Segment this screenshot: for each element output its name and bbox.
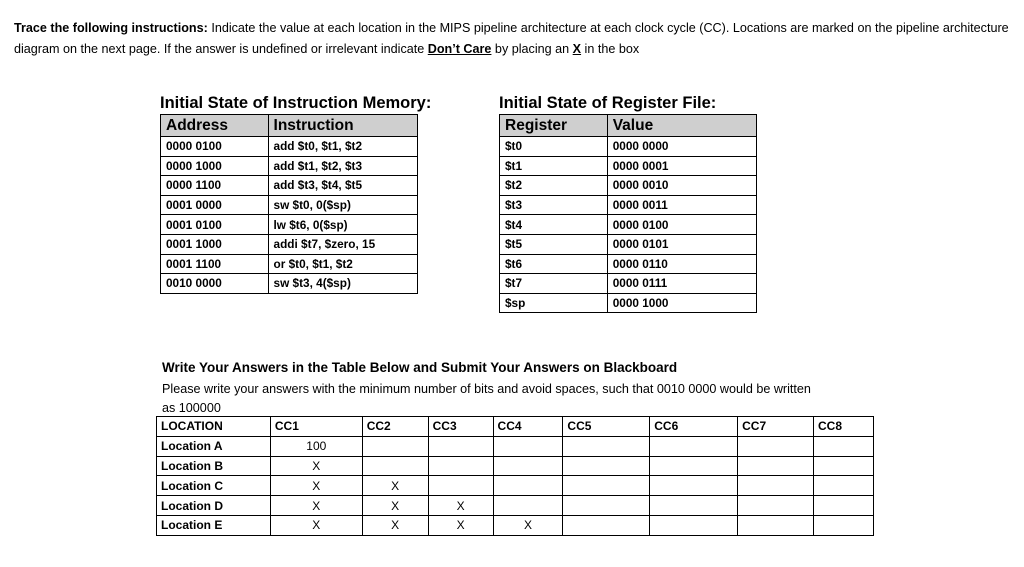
- answer-cell[interactable]: [738, 496, 814, 516]
- answers-location-label: Location B: [157, 456, 271, 476]
- answer-cell[interactable]: X: [362, 515, 428, 535]
- imem-row: [161, 195, 418, 215]
- imem-instruction: sw $t3, 4($sp): [268, 274, 417, 294]
- regf-row: [500, 254, 757, 274]
- instructions-paragraph: [14, 18, 1014, 60]
- answer-cell[interactable]: [650, 456, 738, 476]
- dont-care-label: Don’t Care: [427, 42, 492, 56]
- imem-row: [161, 137, 418, 157]
- regf-value: 0000 1000: [607, 293, 756, 313]
- imem-address: 0001 1100: [161, 254, 269, 274]
- imem-row: [161, 215, 418, 235]
- regf-register: $t6: [500, 254, 608, 274]
- imem-row: [161, 274, 418, 294]
- answers-header-cc: CC6: [650, 417, 738, 437]
- instruction-memory-table: [160, 114, 418, 294]
- answer-cell[interactable]: X: [428, 496, 493, 516]
- imem-address: 0001 1000: [161, 234, 269, 254]
- imem-instruction: or $t0, $t1, $t2: [268, 254, 417, 274]
- answers-header-cc: CC7: [738, 417, 814, 437]
- answer-cell[interactable]: X: [428, 515, 493, 535]
- answers-heading: Write Your Answers in the Table Below and Submit Your Answers on Blackboard: [162, 360, 678, 375]
- regf-value: 0000 0010: [607, 176, 756, 196]
- answer-cell[interactable]: [428, 476, 493, 496]
- answer-cell[interactable]: [738, 456, 814, 476]
- regf-register: $t3: [500, 195, 608, 215]
- imem-row: [161, 156, 418, 176]
- instructions-text-1: Indicate the value at each location in the MIPS pipeline architecture at each clock cycle (CC). Locations are marked on the pipeline architecture diagram on the next page. If the answer is undefined or irrelevant indicate: [14, 21, 1009, 56]
- answer-cell[interactable]: [813, 496, 873, 516]
- imem-row: [161, 234, 418, 254]
- answers-location-label: Location E: [157, 515, 271, 535]
- x-mark-label: X: [572, 42, 582, 56]
- imem-instruction: add $t1, $t2, $t3: [268, 156, 417, 176]
- imem-instruction: addi $t7, $zero, 15: [268, 234, 417, 254]
- regf-row: [500, 293, 757, 313]
- answers-subtext: Please write your answers with the minimum number of bits and avoid spaces, such that 0010 0000 would be written as 100000: [162, 382, 811, 415]
- imem-address: 0000 0100: [161, 137, 269, 157]
- answer-cell[interactable]: X: [270, 476, 362, 496]
- regf-value: 0000 0111: [607, 274, 756, 294]
- regf-register: $t5: [500, 234, 608, 254]
- regf-register: $t4: [500, 215, 608, 235]
- answer-cell[interactable]: [813, 456, 873, 476]
- imem-header-instruction: Instruction: [268, 115, 417, 137]
- regf-register: $t0: [500, 137, 608, 157]
- instructions-lead: Trace the following instructions:: [14, 21, 208, 35]
- imem-instruction: sw $t0, 0($sp): [268, 195, 417, 215]
- imem-address: 0010 0000: [161, 274, 269, 294]
- answers-header-cc: CC4: [493, 417, 563, 437]
- imem-header-address: Address: [161, 115, 269, 137]
- answer-cell[interactable]: X: [362, 496, 428, 516]
- answer-cell[interactable]: [362, 436, 428, 456]
- answer-cell[interactable]: [650, 496, 738, 516]
- imem-address: 0000 1000: [161, 156, 269, 176]
- regf-value: 0000 0110: [607, 254, 756, 274]
- regf-register: $t2: [500, 176, 608, 196]
- imem-address: 0001 0000: [161, 195, 269, 215]
- answers-header-cc: CC3: [428, 417, 493, 437]
- answer-cell[interactable]: [428, 436, 493, 456]
- answers-row: [157, 456, 874, 476]
- answer-cell[interactable]: [563, 515, 650, 535]
- instructions-text-2: by placing an: [491, 42, 573, 56]
- answer-cell[interactable]: [738, 436, 814, 456]
- answer-cell[interactable]: [493, 476, 563, 496]
- imem-instruction: lw $t6, 0($sp): [268, 215, 417, 235]
- answer-cell[interactable]: X: [270, 515, 362, 535]
- answers-location-label: Location C: [157, 476, 271, 496]
- answers-header-cc: CC8: [813, 417, 873, 437]
- regf-header-value: Value: [607, 115, 756, 137]
- regf-row: [500, 137, 757, 157]
- imem-address: 0001 0100: [161, 215, 269, 235]
- regf-value: 0000 0001: [607, 156, 756, 176]
- regf-row: [500, 234, 757, 254]
- answer-cell[interactable]: [563, 476, 650, 496]
- answers-header-cc: CC1: [270, 417, 362, 437]
- answer-cell[interactable]: [813, 476, 873, 496]
- answers-table: [156, 416, 874, 536]
- answers-row: [157, 476, 874, 496]
- answers-row: [157, 436, 874, 456]
- answer-cell[interactable]: [428, 456, 493, 476]
- answer-cell[interactable]: [362, 456, 428, 476]
- answer-cell[interactable]: [493, 456, 563, 476]
- answers-row: [157, 515, 874, 535]
- instruction-memory-title: Initial State of Instruction Memory:: [160, 94, 432, 112]
- regf-row: [500, 176, 757, 196]
- answer-cell[interactable]: [813, 515, 873, 535]
- regf-value: 0000 0101: [607, 234, 756, 254]
- answers-header-cc: CC5: [563, 417, 650, 437]
- regf-value: 0000 0100: [607, 215, 756, 235]
- imem-instruction: add $t0, $t1, $t2: [268, 137, 417, 157]
- regf-register: $sp: [500, 293, 608, 313]
- answer-cell[interactable]: [738, 515, 814, 535]
- answer-cell[interactable]: X: [362, 476, 428, 496]
- answer-cell[interactable]: X: [493, 515, 563, 535]
- regf-header-register: Register: [500, 115, 608, 137]
- answer-cell[interactable]: [563, 496, 650, 516]
- regf-value: 0000 0000: [607, 137, 756, 157]
- answer-cell[interactable]: [493, 436, 563, 456]
- regf-row: [500, 195, 757, 215]
- answer-cell[interactable]: X: [270, 496, 362, 516]
- imem-row: [161, 176, 418, 196]
- regf-row: [500, 274, 757, 294]
- regf-row: [500, 215, 757, 235]
- regf-register: $t7: [500, 274, 608, 294]
- answer-cell[interactable]: X: [270, 456, 362, 476]
- regf-value: 0000 0011: [607, 195, 756, 215]
- answer-cell[interactable]: [650, 436, 738, 456]
- answers-header-cc: CC2: [362, 417, 428, 437]
- register-file-table: [499, 114, 757, 313]
- regf-register: $t1: [500, 156, 608, 176]
- answer-cell[interactable]: [650, 476, 738, 496]
- answer-cell[interactable]: [738, 476, 814, 496]
- answers-location-label: Location D: [157, 496, 271, 516]
- instructions-text-3: in the box: [581, 42, 640, 56]
- imem-address: 0000 1100: [161, 176, 269, 196]
- answer-cell[interactable]: [493, 496, 563, 516]
- answer-cell[interactable]: [563, 436, 650, 456]
- answer-cell[interactable]: 100: [270, 436, 362, 456]
- imem-instruction: add $t3, $t4, $t5: [268, 176, 417, 196]
- imem-row: [161, 254, 418, 274]
- register-file-title: Initial State of Register File:: [499, 94, 717, 112]
- answers-header-location: LOCATION: [157, 417, 271, 437]
- regf-row: [500, 156, 757, 176]
- answers-row: [157, 496, 874, 516]
- answer-cell[interactable]: [563, 456, 650, 476]
- answers-location-label: Location A: [157, 436, 271, 456]
- answer-cell[interactable]: [813, 436, 873, 456]
- answer-cell[interactable]: [650, 515, 738, 535]
